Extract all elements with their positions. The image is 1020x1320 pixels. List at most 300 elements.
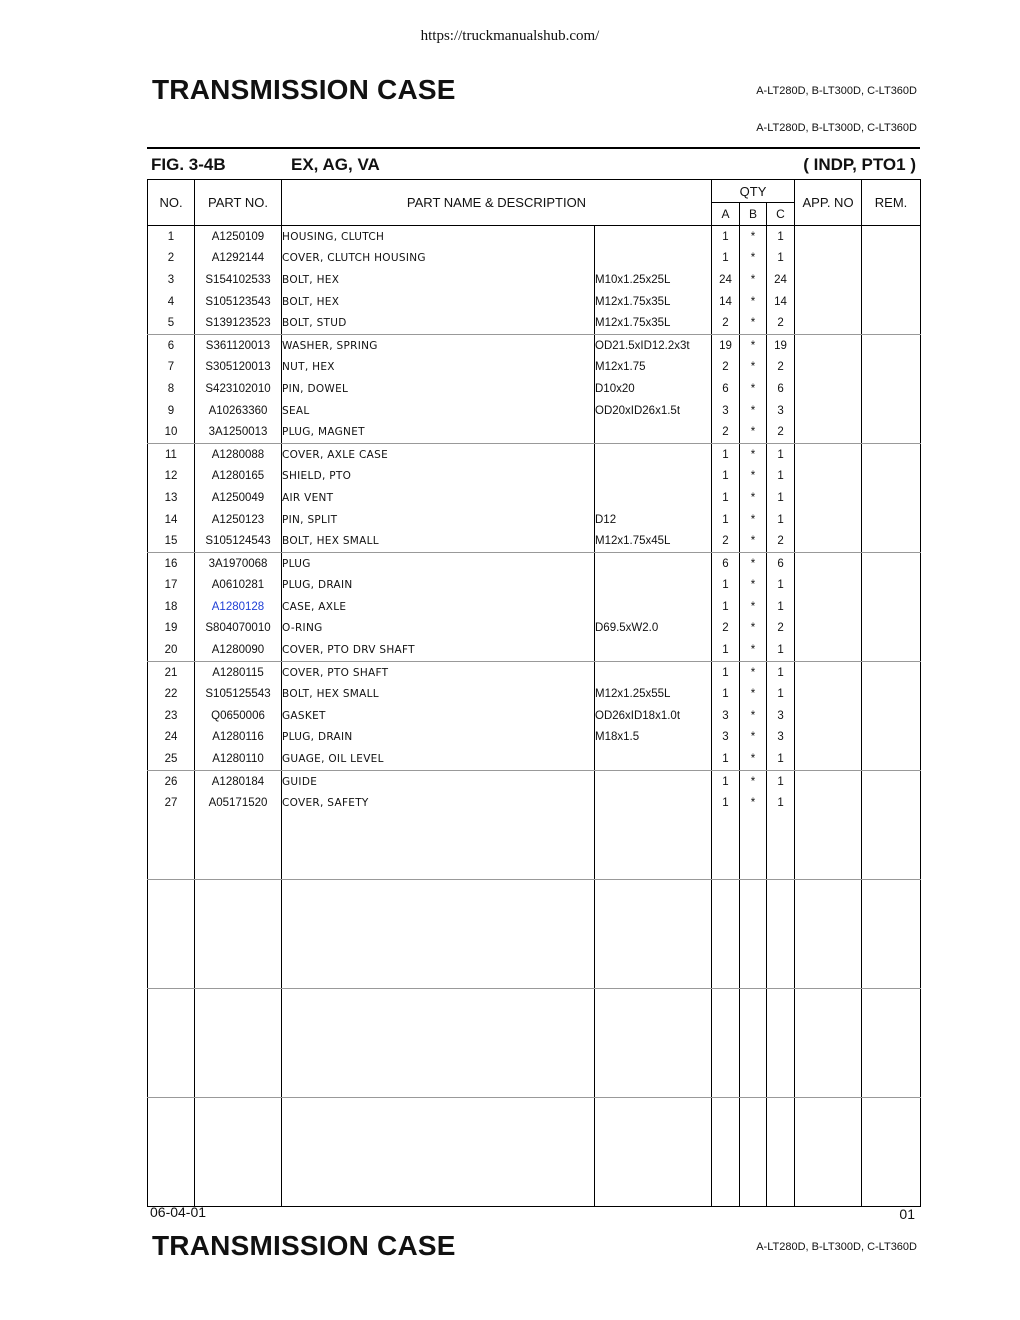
row-no: 25 (148, 748, 195, 770)
row-app-no (795, 639, 862, 661)
row-rem (862, 1032, 921, 1054)
row-rem (862, 814, 921, 836)
row-qty-c (767, 836, 795, 858)
col-header-app-no: APP. NO (795, 180, 862, 226)
row-rem (862, 596, 921, 618)
row-app-no (795, 727, 862, 749)
row-no (148, 1141, 195, 1163)
row-qty-a (712, 988, 740, 1010)
row-part-number (195, 1032, 282, 1054)
row-spec: D69.5xW2.0 (595, 618, 712, 640)
row-no (148, 836, 195, 858)
row-qty-c: 1 (767, 466, 795, 488)
row-qty-b: * (740, 727, 767, 749)
row-qty-b: * (740, 552, 767, 574)
row-rem (862, 988, 921, 1010)
row-no: 4 (148, 291, 195, 313)
row-spec (595, 1032, 712, 1054)
table-row (148, 1032, 921, 1054)
row-no: 13 (148, 487, 195, 509)
row-app-no (795, 901, 862, 923)
row-rem (862, 575, 921, 597)
row-app-no (795, 312, 862, 334)
row-app-no (795, 879, 862, 901)
row-qty-a: 1 (712, 661, 740, 683)
row-qty-c: 6 (767, 552, 795, 574)
row-rem (862, 1141, 921, 1163)
table-row (148, 836, 921, 858)
row-part-name: COVER, PTO SHAFT (282, 661, 595, 683)
row-part-name (282, 1184, 595, 1206)
col-header-qty-c: C (767, 203, 795, 226)
parts-table-body (148, 226, 921, 1207)
row-no (148, 1184, 195, 1206)
table-row (148, 945, 921, 967)
row-part-name (282, 879, 595, 901)
row-part-name: BOLT, HEX SMALL (282, 683, 595, 705)
row-spec: M12x1.75x35L (595, 312, 712, 334)
row-part-name: GUIDE (282, 770, 595, 792)
footer-date: 06-04-01 (150, 1204, 207, 1220)
row-part-name (282, 1097, 595, 1119)
row-qty-c: 1 (767, 748, 795, 770)
table-row (148, 357, 921, 379)
row-qty-a (712, 966, 740, 988)
row-qty-a: 3 (712, 705, 740, 727)
row-rem (862, 552, 921, 574)
row-spec: OD26xID18x1.0t (595, 705, 712, 727)
row-no: 5 (148, 312, 195, 334)
row-spec (595, 857, 712, 879)
row-part-name (282, 945, 595, 967)
figure-variants: EX, AG, VA (291, 155, 380, 174)
row-rem (862, 509, 921, 531)
col-header-qty-b: B (740, 203, 767, 226)
row-qty-c: 19 (767, 334, 795, 356)
row-qty-a: 1 (712, 748, 740, 770)
table-row (148, 901, 921, 923)
row-app-no (795, 269, 862, 291)
row-spec (595, 443, 712, 465)
row-qty-b: * (740, 400, 767, 422)
row-no (148, 857, 195, 879)
row-qty-b: * (740, 770, 767, 792)
row-no: 16 (148, 552, 195, 574)
row-qty-a (712, 1032, 740, 1054)
row-qty-b: * (740, 487, 767, 509)
row-app-no (795, 552, 862, 574)
row-spec: OD21.5xID12.2x3t (595, 334, 712, 356)
row-no: 8 (148, 378, 195, 400)
row-part-number: A10263360 (195, 400, 282, 422)
table-row (148, 770, 921, 792)
row-part-name: BOLT, HEX (282, 269, 595, 291)
row-part-number: S105123543 (195, 291, 282, 313)
table-row (148, 879, 921, 901)
row-qty-b: * (740, 748, 767, 770)
row-qty-b (740, 1119, 767, 1141)
row-spec (595, 836, 712, 858)
row-spec (595, 945, 712, 967)
row-qty-c (767, 1032, 795, 1054)
row-spec (595, 988, 712, 1010)
row-qty-b (740, 879, 767, 901)
row-part-number: S423102010 (195, 378, 282, 400)
row-qty-c: 3 (767, 705, 795, 727)
row-spec: M12x1.75x35L (595, 291, 712, 313)
row-part-name: PLUG, DRAIN (282, 727, 595, 749)
row-qty-c (767, 1184, 795, 1206)
row-no (148, 923, 195, 945)
row-part-name (282, 988, 595, 1010)
row-qty-b (740, 857, 767, 879)
row-no (148, 1075, 195, 1097)
row-qty-a (712, 857, 740, 879)
row-no (148, 1097, 195, 1119)
row-rem (862, 661, 921, 683)
col-header-name: PART NAME & DESCRIPTION (282, 180, 712, 226)
table-row (148, 1184, 921, 1206)
row-part-number: A05171520 (195, 792, 282, 814)
row-no: 2 (148, 248, 195, 270)
row-rem (862, 901, 921, 923)
table-row (148, 1010, 921, 1032)
row-spec: D12 (595, 509, 712, 531)
row-spec (595, 1010, 712, 1032)
row-qty-b (740, 988, 767, 1010)
row-rem (862, 443, 921, 465)
row-part-name: COVER, SAFETY (282, 792, 595, 814)
model-list-secondary: A-LT280D, B-LT300D, C-LT360D (756, 122, 917, 134)
row-app-no (795, 400, 862, 422)
row-spec (595, 552, 712, 574)
row-part-name: BOLT, HEX (282, 291, 595, 313)
row-no: 7 (148, 357, 195, 379)
row-no (148, 945, 195, 967)
row-spec (595, 226, 712, 248)
row-app-no (795, 443, 862, 465)
table-row (148, 661, 921, 683)
row-rem (862, 639, 921, 661)
row-rem (862, 1054, 921, 1076)
table-row (148, 1163, 921, 1185)
row-no: 27 (148, 792, 195, 814)
row-app-no (795, 530, 862, 552)
page-title: TRANSMISSION CASE (152, 74, 456, 105)
table-row (148, 966, 921, 988)
row-qty-b (740, 1097, 767, 1119)
row-qty-a: 3 (712, 727, 740, 749)
row-part-name: PIN, DOWEL (282, 378, 595, 400)
table-row (148, 1119, 921, 1141)
part-number-link[interactable]: A1280128 (195, 596, 282, 618)
row-app-no (795, 1184, 862, 1206)
row-no: 6 (148, 334, 195, 356)
table-row (148, 378, 921, 400)
row-rem (862, 421, 921, 443)
row-qty-c (767, 857, 795, 879)
row-no (148, 814, 195, 836)
row-qty-b: * (740, 421, 767, 443)
row-part-name: COVER, PTO DRV SHAFT (282, 639, 595, 661)
row-spec (595, 1054, 712, 1076)
row-part-name (282, 857, 595, 879)
row-app-no (795, 487, 862, 509)
row-rem (862, 1163, 921, 1185)
row-rem (862, 792, 921, 814)
row-rem (862, 291, 921, 313)
row-qty-a (712, 1010, 740, 1032)
figure-label: FIG. 3-4B (151, 155, 226, 174)
row-part-name: WASHER, SPRING (282, 334, 595, 356)
row-spec (595, 879, 712, 901)
row-no: 18 (148, 596, 195, 618)
row-qty-a: 1 (712, 575, 740, 597)
row-qty-a: 2 (712, 530, 740, 552)
row-part-number (195, 1010, 282, 1032)
row-part-name (282, 1163, 595, 1185)
row-part-number: S305120013 (195, 357, 282, 379)
row-qty-a: 24 (712, 269, 740, 291)
row-rem (862, 748, 921, 770)
row-qty-a: 1 (712, 509, 740, 531)
row-qty-b (740, 1032, 767, 1054)
row-app-no (795, 1163, 862, 1185)
row-qty-b (740, 1010, 767, 1032)
row-qty-c: 1 (767, 596, 795, 618)
row-rem (862, 226, 921, 248)
row-part-name: PLUG (282, 552, 595, 574)
row-part-number (195, 1119, 282, 1141)
row-no (148, 879, 195, 901)
row-part-name: HOUSING, CLUTCH (282, 226, 595, 248)
row-part-name: SEAL (282, 400, 595, 422)
row-part-name: AIR VENT (282, 487, 595, 509)
row-part-number: S139123523 (195, 312, 282, 334)
row-part-name: GASKET (282, 705, 595, 727)
row-qty-b: * (740, 530, 767, 552)
row-rem (862, 248, 921, 270)
row-qty-c: 24 (767, 269, 795, 291)
row-qty-c (767, 923, 795, 945)
row-part-name (282, 1119, 595, 1141)
row-spec (595, 248, 712, 270)
row-qty-a: 19 (712, 334, 740, 356)
row-qty-b (740, 901, 767, 923)
row-app-no (795, 1141, 862, 1163)
row-spec (595, 966, 712, 988)
row-part-number (195, 945, 282, 967)
row-rem (862, 530, 921, 552)
row-part-name (282, 1010, 595, 1032)
row-part-name (282, 966, 595, 988)
row-app-no (795, 1075, 862, 1097)
row-rem (862, 618, 921, 640)
row-part-number (195, 1097, 282, 1119)
row-spec (595, 923, 712, 945)
table-row (148, 639, 921, 661)
row-spec (595, 575, 712, 597)
row-no: 10 (148, 421, 195, 443)
row-no: 11 (148, 443, 195, 465)
row-app-no (795, 836, 862, 858)
row-part-number (195, 923, 282, 945)
row-app-no (795, 988, 862, 1010)
row-app-no (795, 814, 862, 836)
row-qty-c (767, 1010, 795, 1032)
row-qty-b: * (740, 792, 767, 814)
row-app-no (795, 291, 862, 313)
row-app-no (795, 792, 862, 814)
row-part-number: A1280184 (195, 770, 282, 792)
row-rem (862, 966, 921, 988)
row-part-name (282, 1075, 595, 1097)
row-part-number: S105124543 (195, 530, 282, 552)
row-part-name: PIN, SPLIT (282, 509, 595, 531)
row-no: 1 (148, 226, 195, 248)
row-rem (862, 683, 921, 705)
row-qty-c (767, 879, 795, 901)
row-part-number: A1280088 (195, 443, 282, 465)
row-app-no (795, 1032, 862, 1054)
row-part-number: A1250109 (195, 226, 282, 248)
row-rem (862, 770, 921, 792)
table-row (148, 727, 921, 749)
row-rem (862, 705, 921, 727)
row-qty-c: 1 (767, 575, 795, 597)
row-no: 23 (148, 705, 195, 727)
row-qty-b: * (740, 683, 767, 705)
row-qty-c (767, 901, 795, 923)
table-row (148, 1054, 921, 1076)
row-app-no (795, 945, 862, 967)
row-spec (595, 901, 712, 923)
row-no: 3 (148, 269, 195, 291)
row-part-name: NUT, HEX (282, 357, 595, 379)
row-spec: M12x1.75x45L (595, 530, 712, 552)
row-spec (595, 1075, 712, 1097)
row-qty-b: * (740, 443, 767, 465)
row-qty-b (740, 966, 767, 988)
row-spec (595, 661, 712, 683)
row-qty-a (712, 836, 740, 858)
row-qty-a (712, 1141, 740, 1163)
row-rem (862, 1075, 921, 1097)
table-row (148, 988, 921, 1010)
row-app-no (795, 596, 862, 618)
row-qty-b (740, 836, 767, 858)
row-app-no (795, 966, 862, 988)
row-qty-a: 3 (712, 400, 740, 422)
row-part-number (195, 1184, 282, 1206)
row-app-no (795, 226, 862, 248)
row-app-no (795, 509, 862, 531)
row-app-no (795, 705, 862, 727)
table-row (148, 792, 921, 814)
row-qty-c: 1 (767, 661, 795, 683)
table-row (148, 269, 921, 291)
row-part-name: CASE, AXLE (282, 596, 595, 618)
row-qty-c (767, 1141, 795, 1163)
row-qty-a: 2 (712, 312, 740, 334)
row-rem (862, 334, 921, 356)
row-spec (595, 596, 712, 618)
table-row (148, 618, 921, 640)
col-header-no: NO. (148, 180, 195, 226)
row-qty-b: * (740, 705, 767, 727)
row-rem (862, 1097, 921, 1119)
row-qty-a: 2 (712, 421, 740, 443)
row-part-number (195, 836, 282, 858)
row-app-no (795, 857, 862, 879)
row-no (148, 988, 195, 1010)
row-qty-c: 2 (767, 421, 795, 443)
row-spec (595, 1163, 712, 1185)
row-no (148, 966, 195, 988)
model-list: A-LT280D, B-LT300D, C-LT360D (756, 85, 917, 97)
row-part-number: A1292144 (195, 248, 282, 270)
footer-title: TRANSMISSION CASE (152, 1230, 456, 1261)
row-qty-a: 1 (712, 248, 740, 270)
row-app-no (795, 378, 862, 400)
row-rem (862, 879, 921, 901)
row-spec: D10x20 (595, 378, 712, 400)
row-spec (595, 1097, 712, 1119)
row-part-number: 3A1250013 (195, 421, 282, 443)
row-app-no (795, 248, 862, 270)
row-app-no (795, 1097, 862, 1119)
row-part-name (282, 1032, 595, 1054)
row-part-name (282, 836, 595, 858)
row-qty-c: 3 (767, 727, 795, 749)
row-qty-c (767, 945, 795, 967)
row-qty-b: * (740, 312, 767, 334)
table-row (148, 705, 921, 727)
col-header-rem: REM. (862, 180, 921, 226)
row-qty-a: 1 (712, 596, 740, 618)
row-qty-a: 6 (712, 552, 740, 574)
row-part-number (195, 1141, 282, 1163)
row-spec: M18x1.5 (595, 727, 712, 749)
table-row (148, 226, 921, 248)
footer-page-number: 01 (899, 1206, 915, 1222)
row-qty-a (712, 1163, 740, 1185)
row-qty-b: * (740, 618, 767, 640)
row-qty-a: 1 (712, 639, 740, 661)
row-part-number (195, 1054, 282, 1076)
row-qty-c (767, 814, 795, 836)
row-qty-a (712, 879, 740, 901)
row-no: 24 (148, 727, 195, 749)
row-no: 9 (148, 400, 195, 422)
row-qty-b: * (740, 466, 767, 488)
row-app-no (795, 770, 862, 792)
row-spec (595, 1119, 712, 1141)
table-row (148, 748, 921, 770)
source-url[interactable]: https://truckmanualshub.com/ (420, 28, 600, 44)
row-qty-a: 1 (712, 226, 740, 248)
table-row (148, 923, 921, 945)
row-spec (595, 814, 712, 836)
row-qty-c: 1 (767, 683, 795, 705)
row-part-number (195, 857, 282, 879)
row-rem (862, 466, 921, 488)
row-no: 15 (148, 530, 195, 552)
row-rem (862, 357, 921, 379)
row-rem (862, 857, 921, 879)
row-no (148, 1163, 195, 1185)
row-spec (595, 466, 712, 488)
